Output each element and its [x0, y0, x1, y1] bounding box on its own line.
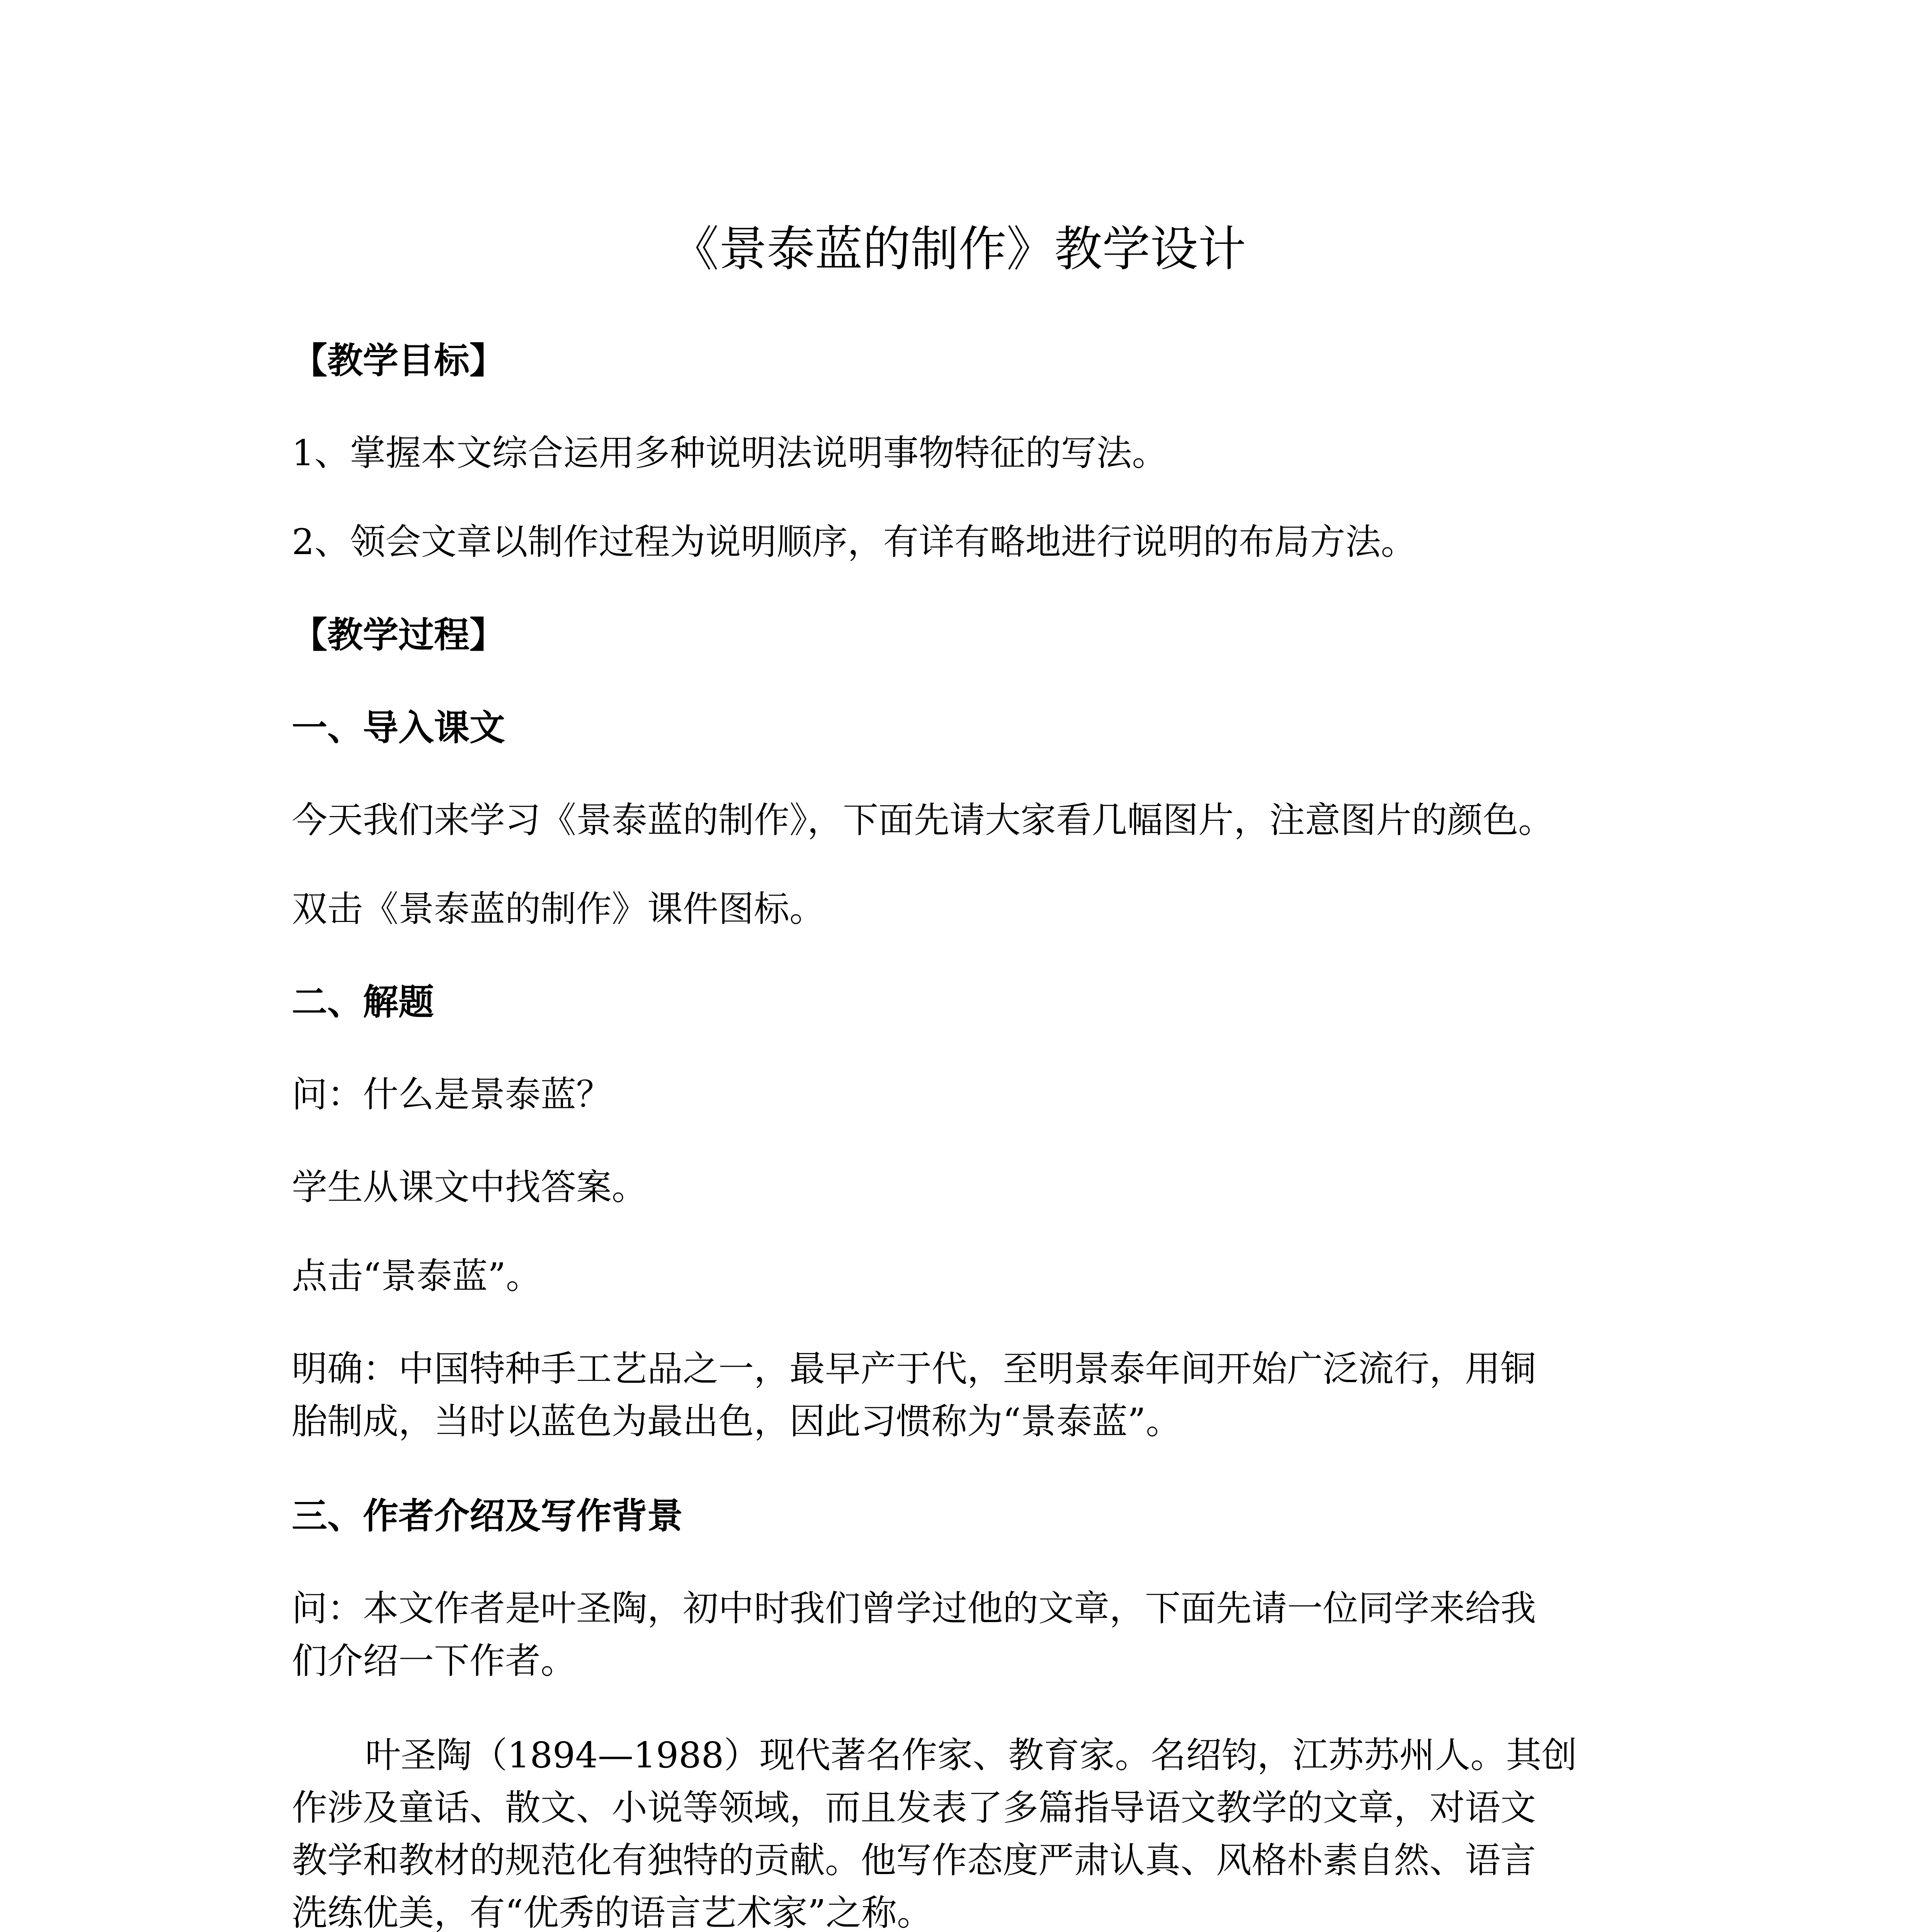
section-1-paragraph-1: 今天我们来学习《景泰蓝的制作》，下面先请大家看几幅图片，注意图片的颜色。 [292, 799, 1554, 841]
section-2-question: 问：什么是景泰蓝？ [292, 1074, 612, 1115]
document-title: 《景泰蓝的制作》教学设计 [671, 221, 1246, 277]
section-2-paragraph-1: 学生从课文中找答案。 [292, 1167, 648, 1208]
author-intro-line-1: 叶圣陶（1894—1988）现代著名作家、教育家。名绍钧，江苏苏州人。其创 [365, 1735, 1577, 1776]
author-intro-line-3: 教学和教材的规范化有独特的贡献。他写作态度严肃认真、风格朴素自然、语言 [292, 1840, 1536, 1881]
section-2-answer-line-2: 胎制成，当时以蓝色为最出色，因此习惯称为“景泰蓝”。 [292, 1401, 1182, 1442]
section-1-paragraph-2: 双击《景泰蓝的制作》课件图标。 [292, 888, 825, 930]
objective-item-1: 1、掌握本文综合运用多种说明法说明事物特征的写法。 [292, 432, 1168, 474]
author-intro-line-4: 洗练优美，有“优秀的语言艺术家”之称。 [292, 1892, 933, 1932]
objective-item-2: 2、领会文章以制作过程为说明顺序，有详有略地进行说明的布局方法。 [292, 521, 1417, 563]
section-3-heading: 三、作者介绍及写作背景 [292, 1495, 683, 1537]
author-intro-line-2: 作涉及童话、散文、小说等领域，而且发表了多篇指导语文教学的文章，对语文 [292, 1787, 1536, 1828]
section-1-heading: 一、导入课文 [292, 707, 505, 748]
section-2-answer-line-1: 明确：中国特种手工艺品之一，最早产于代，至明景泰年间开始广泛流行，用铜 [292, 1348, 1536, 1389]
section-3-question-line-2: 们介绍一下作者。 [292, 1640, 577, 1682]
objectives-heading: 【教学目标】 [292, 340, 505, 381]
section-2-paragraph-2: 点击“景泰蓝”。 [292, 1255, 542, 1297]
process-heading: 【教学过程】 [292, 614, 505, 656]
section-3-question-line-1: 问：本文作者是叶圣陶，初中时我们曾学过他的文章，下面先请一位同学来给我 [292, 1588, 1536, 1629]
section-2-heading: 二、解题 [292, 981, 434, 1023]
